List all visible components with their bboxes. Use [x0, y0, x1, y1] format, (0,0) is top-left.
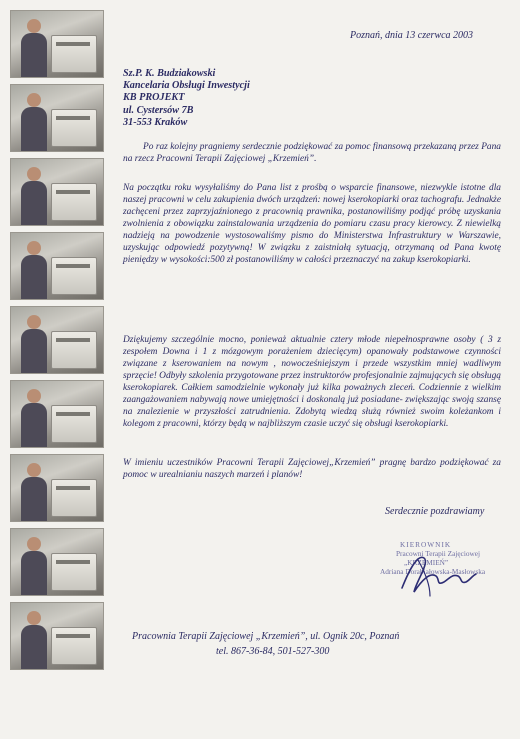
handwritten-signature	[396, 548, 478, 598]
stamp-line: Adriana Dorabiałowska-Masłowska	[380, 567, 486, 576]
address-line: Sz.P. K. Budziakowski	[123, 68, 216, 79]
address-line: 31-553 Kraków	[123, 116, 188, 128]
stamp-line: Pracowni Terapii Zajęciowej	[396, 549, 481, 558]
letter-date: Poznań, dnia 13 czerwca 2003	[350, 30, 474, 41]
footer	[132, 629, 399, 659]
recipient-address	[123, 68, 250, 129]
photo-copier-9	[10, 602, 104, 670]
footer-phone: tel. 867-36-84, 501-527-300	[216, 646, 330, 657]
photo-strip	[10, 10, 102, 676]
photo-copier-3	[10, 158, 104, 226]
photo-copier-8	[10, 528, 104, 596]
photo-copier-2	[10, 84, 104, 152]
closing: Serdecznie pozdrawiamy	[385, 506, 485, 517]
photo-copier-6	[10, 380, 104, 448]
footer-address: Pracownia Terapii Zajęciowej „Krzemień”, ul. Ognik 20c, Poznań	[132, 631, 400, 642]
photo-copier-1	[10, 10, 104, 78]
address-line: ul. Cystersów 7B	[123, 104, 194, 116]
paragraph-2: Na początku roku wysyłaliśmy do Pana list z prośbą o wsparcie finansowe, niezwykle istotne dla naszej pracowni w celu zakupienia dwóch urządzeń: nowej kserokopiarki oraz tachografu. Jednakże zachęceni przez zaprzyjaźnionego z pracownią prawnika, postanowiliśmy podjąć próbę uzyskania zwolnienia z obowiązku zainstalowania urządzenia do pomiaru czasu pracy kierowcy. Z niewielką nadzieją na powodzenie wystosowaliśmy pismo do Ministerstwa Infrastruktury w Warszawie, uzyskując odpowiedź pozytywną! W związku z zaistniałą sytuacją, otrzymaną od Pana kwotę pieniędzy w wysokości:500 zł postanowiliśmy w całości przeznaczyć na zakup kserokopiarki.	[123, 183, 501, 265]
photo-copier-5	[10, 306, 104, 374]
photo-copier-4	[10, 232, 104, 300]
address-line: KB PROJEKT	[123, 92, 185, 104]
address-line: Kancelaria Obsługi Inwestycji	[123, 80, 250, 92]
paragraph-1: Po raz kolejny pragniemy serdecznie podziękować za pomoc finansową przekazaną przez Pana na rzecz Pracowni Terapii Zajęciowej „Krzemień”.	[123, 142, 501, 164]
photo-copier-7	[10, 454, 104, 522]
stamp-line: KIEROWNIK	[400, 540, 452, 549]
paragraph-3: Dziękujemy szczególnie mocno, ponieważ aktualnie cztery młode niepełnosprawne osoby ( 3 z zespołem Downa i 1 z mózgowym porażeniem dziecięcym) opanowały podstawowe czynności związane z kserowaniem na nowym , nowocześniejszym i przede wszystkim mniej wadliwym sprzęcie! Odbyły szkolenia przygotowane przez instruktorów profesjonalnie zajmujących się obsługą kserokopiarek. Całkiem samodzielnie wykonały już kilka poważnych zleceń. Codziennie z wielkim zaangażowaniem nabywają nowe umiejętności i doskonalą już posiadane- zwiększając swoją szansę na znalezienie w przyszłości zatrudnienia. Zdobytą wiedzą służą również swoim koleżankom i kolegom z pracowni, którzy będą w najbliższym czasie uczyć się obsługi kserokopiarki.	[123, 335, 501, 429]
paragraph-4: W imieniu uczestników Pracowni Terapii Zajęciowej„Krzemień” pragnę bardzo podziękować za pomoc w urealnianiu naszych marzeń i planów!	[123, 458, 501, 480]
stamp-line: „KRZEMIEŃ”	[404, 558, 449, 567]
